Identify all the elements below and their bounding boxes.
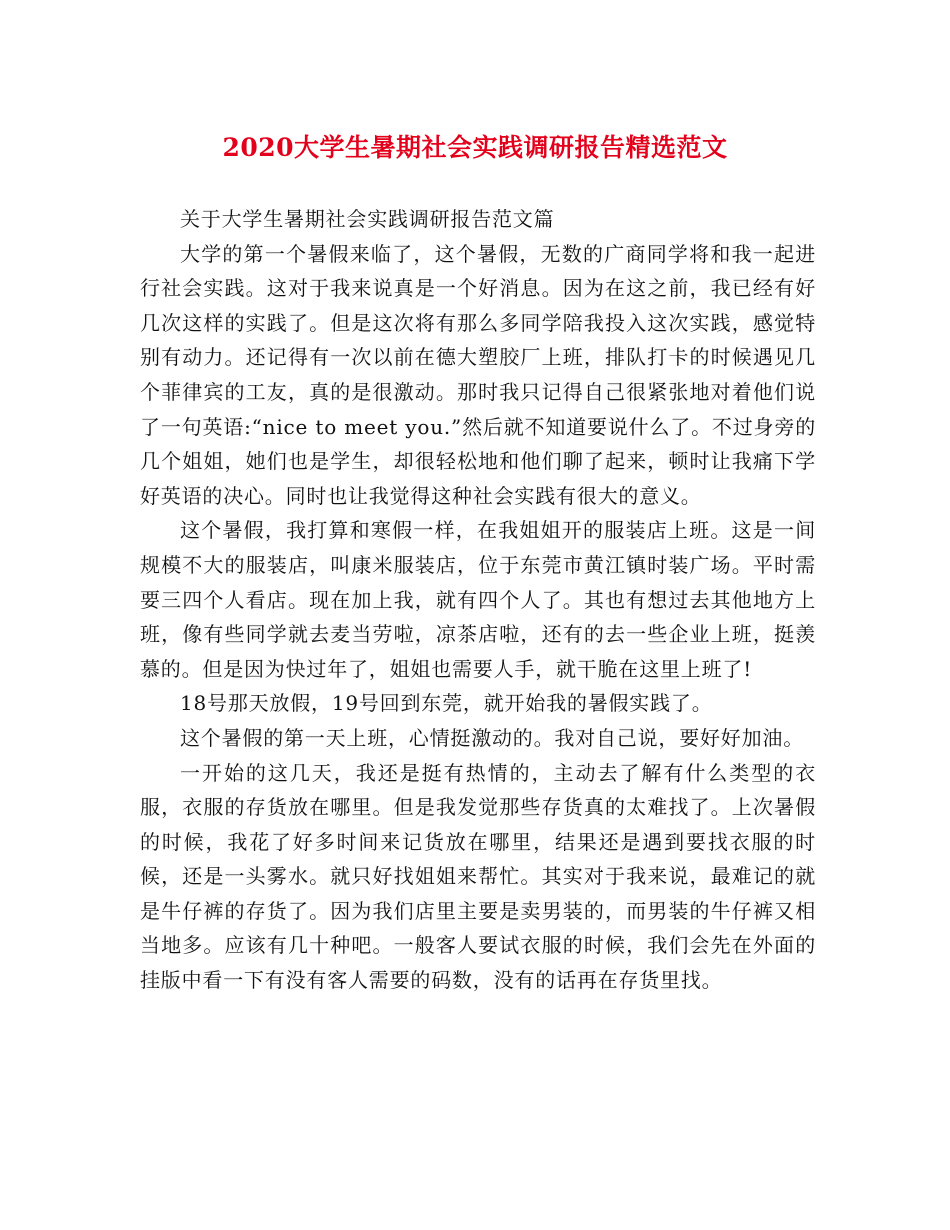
document-title: 2020大学生暑期社会实践调研报告精选范文 [222, 133, 728, 162]
paragraph: 大学的第一个暑假来临了，这个暑假，无数的广商同学将和我一起进行社会实践。这对于我来说真是一个好消息。因为在这之前，我已经有好几次这样的实践了。但是这次将有那么多同学陪我投入这次实践，感觉特别有动力。还记得有一次以前在德大塑胶厂上班，排队打卡的时候遇见几个菲律宾的工友，真的是很激动。那时我只记得自己很紧张地对着他们说了一句英语:“nice to meet you.”然后就不知道要说什么了。不过身旁的几个姐姐，她们也是学生，却很轻松地和他们聊了起来，顿时让我痛下学好英语的决心。同时也让我觉得这种社会实践有很大的意义。 [140, 241, 816, 508]
paragraph: 这个暑假，我打算和寒假一样，在我姐姐开的服装店上班。这是一间规模不大的服装店，叫康米服装店，位于东莞市黄江镇时装广场。平时需要三四个人看店。现在加上我，就有四个人了。其也有想过去其他地方上班，像有些同学就去麦当劳啦，凉茶店啦，还有的去一些企业上班，挺羡慕的。但是因为快过年了，姐姐也需要人手，就干脆在这里上班了! [140, 518, 816, 681]
paragraph: 关于大学生暑期社会实践调研报告范文篇 [180, 207, 555, 231]
paragraph: 18号那天放假，19号回到东莞，就开始我的暑假实践了。 [180, 691, 713, 716]
paragraph: 一开始的这几天，我还是挺有热情的，主动去了解有什么类型的衣服，衣服的存货放在哪里。但是我发觉那些存货真的太难找了。上次暑假的时候，我花了好多时间来记货放在哪里，结果还是遇到要找衣服的时候，还是一头雾水。就只好找姐姐来帮忙。其实对于我来说，最难记的就是牛仔裤的存货了。因为我们店里主要是卖男装的，而男装的牛仔裤又相当地多。应该有几十种吧。一般客人要试衣服的时候，我们会先在外面的挂版中看一下有没有客人需要的码数，没有的话再在存货里找。 [140, 760, 816, 993]
paragraph: 这个暑假的第一天上班，心情挺激动的。我对自己说，要好好加油。 [180, 725, 804, 750]
document-body [140, 202, 816, 998]
